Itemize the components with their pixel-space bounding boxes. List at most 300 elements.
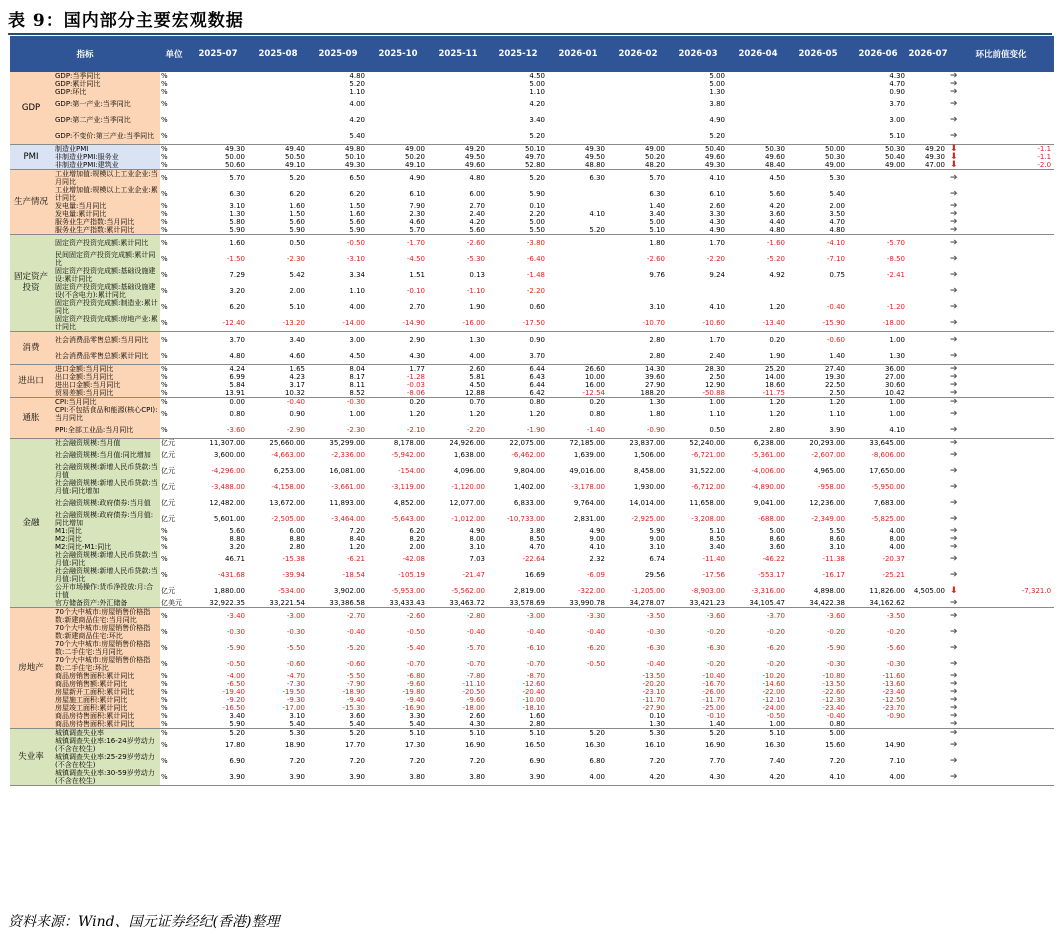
value-cell — [908, 251, 948, 267]
table-row — [10, 640, 1054, 656]
value-cell: 1.00 — [709, 398, 726, 406]
value-cell — [548, 348, 608, 365]
value-cell: 1.10 — [349, 287, 366, 295]
value-cell — [908, 624, 948, 640]
table-row — [10, 753, 1054, 769]
mom-change-value — [966, 640, 1054, 656]
value-cell: 18.60 — [764, 381, 786, 389]
unit-cell: % — [161, 210, 168, 218]
value-cell: 4.92 — [769, 271, 786, 279]
mom-change-value — [966, 299, 1054, 315]
value-cell: 50.50 — [284, 153, 306, 161]
value-cell: -21.47 — [462, 571, 486, 579]
value-cell: 6.20 — [229, 303, 246, 311]
mom-change-value — [966, 712, 1054, 720]
value-cell — [248, 88, 308, 96]
value-cell: -3.10 — [346, 255, 366, 263]
category-cell: GDP — [10, 72, 52, 145]
value-cell: -16.70 — [702, 680, 726, 688]
value-cell: 0.20 — [589, 398, 606, 406]
indicator-label: 固定资产投资完成额:房地产业:累计同比 — [52, 315, 160, 332]
value-cell: 3.10 — [469, 543, 486, 551]
value-cell: 8.17 — [349, 373, 366, 381]
right-arrow-icon: ➔ — [950, 627, 958, 637]
value-cell: 11,826.00 — [869, 587, 906, 595]
indicator-label: 贸易差额:当月同比 — [52, 389, 160, 398]
value-cell: 49.30 — [224, 145, 246, 153]
value-cell: 25,660.00 — [269, 439, 306, 447]
unit-cell: % — [161, 535, 168, 543]
value-cell — [548, 672, 608, 680]
value-cell: 3,600.00 — [213, 451, 246, 459]
value-cell — [908, 527, 948, 535]
value-cell: 3.20 — [229, 543, 246, 551]
table-row — [10, 463, 1054, 479]
value-cell: -0.40 — [346, 628, 366, 636]
value-cell: 3.30 — [409, 712, 426, 720]
value-cell: 6.30 — [229, 190, 246, 198]
right-arrow-icon: ➔ — [948, 348, 966, 365]
value-cell: 0.50 — [289, 239, 306, 247]
value-cell: 3.00 — [889, 116, 906, 124]
indicator-label: 出口金额:当月同比 — [52, 373, 160, 381]
value-cell: 4.00 — [548, 769, 608, 786]
value-cell: 36.00 — [884, 365, 906, 373]
value-cell: -3.50 — [646, 612, 666, 620]
value-cell: -46.22 — [762, 555, 786, 563]
value-cell — [848, 186, 908, 202]
value-cell: 25.20 — [764, 365, 786, 373]
mom-change-value — [966, 608, 1054, 625]
mom-change-value — [966, 769, 1054, 786]
value-cell: 8,458.00 — [633, 467, 666, 475]
value-cell: 5.20 — [349, 729, 366, 737]
mom-change-value — [966, 251, 1054, 267]
value-cell: -18.90 — [342, 688, 366, 696]
value-cell: -27.90 — [642, 704, 666, 712]
macro-data-table — [10, 36, 1063, 786]
category-cell: 通胀 — [10, 398, 52, 439]
value-cell: 22.50 — [824, 381, 846, 389]
value-cell: -0.60 — [826, 336, 846, 344]
right-arrow-icon: ➔ — [950, 173, 958, 183]
value-cell: -5.90 — [226, 644, 246, 652]
value-cell: -2.90 — [248, 422, 308, 439]
value-cell: 0.20 — [769, 336, 786, 344]
value-cell: 23,837.00 — [629, 439, 666, 447]
value-cell: 5.60 — [428, 226, 488, 235]
value-cell — [908, 96, 948, 112]
value-cell — [908, 406, 948, 422]
value-cell: -0.50 — [346, 239, 366, 247]
value-cell — [908, 439, 948, 448]
unit-cell: % — [161, 202, 168, 210]
table-row — [10, 365, 1054, 374]
value-cell: 4.20 — [529, 100, 546, 108]
value-cell: -5.60 — [886, 644, 906, 652]
value-cell: -18.54 — [342, 571, 366, 579]
value-cell: 0.20 — [409, 398, 426, 406]
value-cell: 4.30 — [709, 218, 726, 226]
value-cell — [908, 543, 948, 551]
value-cell: 17,650.00 — [869, 467, 906, 475]
unit-cell: % — [161, 303, 168, 311]
right-arrow-icon: ➔ — [950, 397, 958, 407]
value-cell: 8.80 — [229, 535, 246, 543]
mom-change-value — [966, 447, 1054, 463]
mom-change-value — [966, 226, 1054, 235]
mom-change-value — [966, 656, 1054, 672]
value-cell: -2.60 — [406, 612, 426, 620]
header-month: 2025-12 — [488, 36, 548, 72]
value-cell: 2.50 — [709, 373, 726, 381]
value-cell: 4.10 — [788, 769, 848, 786]
mom-change-value — [966, 599, 1054, 608]
value-cell: 0.75 — [829, 271, 846, 279]
value-cell: 50.30 — [764, 145, 786, 153]
mom-change-value — [966, 365, 1054, 374]
value-cell: 4.00 — [349, 100, 366, 108]
value-cell: 18.90 — [284, 741, 306, 749]
value-cell: -11.75 — [728, 389, 788, 398]
value-cell: 29.56 — [644, 571, 666, 579]
value-cell: 50.40 — [884, 153, 906, 161]
value-cell — [428, 80, 488, 88]
value-cell: 39.60 — [644, 373, 666, 381]
value-cell: 4.20 — [608, 769, 668, 786]
mom-change-value — [966, 170, 1054, 187]
value-cell: -15.90 — [788, 315, 848, 332]
value-cell: 2.20 — [529, 210, 546, 218]
right-arrow-icon: ➔ — [950, 659, 958, 669]
value-cell — [788, 88, 848, 96]
value-cell: 27.00 — [884, 373, 906, 381]
value-cell: -1.40 — [548, 422, 608, 439]
value-cell: 46.71 — [224, 555, 246, 563]
value-cell: 33,463.72 — [428, 599, 488, 608]
right-arrow-icon: ➔ — [950, 380, 958, 390]
value-cell: 5.20 — [289, 174, 306, 182]
mom-change-value — [966, 406, 1054, 422]
table-row — [10, 495, 1054, 511]
value-cell — [788, 96, 848, 112]
right-arrow-icon: ➔ — [950, 99, 958, 109]
unit-cell: 亿元 — [161, 451, 176, 459]
right-arrow-icon: ➔ — [950, 87, 958, 97]
value-cell: -3,488.00 — [211, 483, 246, 491]
value-cell — [908, 551, 948, 567]
value-cell: 50.20 — [644, 153, 666, 161]
value-cell: -6,712.00 — [691, 483, 726, 491]
value-cell: 5.20 — [668, 128, 728, 145]
value-cell: -534.00 — [277, 587, 306, 595]
unit-cell: % — [161, 255, 168, 263]
value-cell: 1.40 — [649, 202, 666, 210]
value-cell — [548, 283, 608, 299]
category-cell: 房地产 — [10, 608, 52, 729]
indicator-label: 固定资产投资完成额:基础设施建设(不含电力):累计同比 — [52, 283, 160, 299]
value-cell: -23.40 — [882, 688, 906, 696]
value-cell: 8.80 — [289, 535, 306, 543]
value-cell: 3.10 — [649, 303, 666, 311]
indicator-label: M2:同比-M1:同比 — [52, 543, 160, 551]
value-cell: 3.90 — [188, 769, 248, 786]
value-cell: 2,819.00 — [513, 587, 546, 595]
indicator-label: 商品房销售额:累计同比 — [52, 680, 160, 688]
category-cell: 进出口 — [10, 365, 52, 398]
value-cell: -7.10 — [826, 255, 846, 263]
value-cell — [668, 283, 728, 299]
value-cell: 4.24 — [229, 365, 246, 373]
value-cell: -0.10 — [706, 712, 726, 720]
value-cell — [548, 202, 608, 210]
value-cell: 7.70 — [709, 757, 726, 765]
value-cell: 5.50 — [829, 527, 846, 535]
value-cell: 50.30 — [884, 145, 906, 153]
value-cell: 0.80 — [788, 720, 848, 729]
indicator-label: 工业增加值:规模以上工业企业:累计同比 — [52, 186, 160, 202]
mom-change-value — [966, 186, 1054, 202]
right-arrow-icon: ➔ — [950, 302, 958, 312]
unit-cell: % — [161, 271, 168, 279]
value-cell — [848, 729, 908, 738]
value-cell: 22,075.00 — [509, 439, 546, 447]
value-cell: 0.70 — [469, 398, 486, 406]
right-arrow-icon: ➔ — [950, 526, 958, 536]
value-cell: -26.00 — [702, 688, 726, 696]
unit-cell: % — [161, 741, 168, 749]
value-cell: -0.70 — [406, 660, 426, 668]
value-cell — [908, 656, 948, 672]
value-cell: -154.00 — [397, 467, 426, 475]
value-cell: -2.30 — [308, 422, 368, 439]
value-cell — [908, 381, 948, 389]
header-mom-change: 环比前值变化 — [948, 36, 1054, 72]
value-cell: 1.20 — [469, 410, 486, 418]
value-cell: 5.40 — [368, 720, 428, 729]
value-cell: -0.03 — [406, 381, 426, 389]
value-cell — [608, 80, 668, 88]
value-cell — [908, 608, 948, 625]
indicator-label: M2:同比 — [52, 535, 160, 543]
value-cell: 8.04 — [349, 365, 366, 373]
value-cell: 50.00 — [224, 153, 246, 161]
value-cell — [908, 226, 948, 235]
value-cell: 2.90 — [409, 336, 426, 344]
mom-change-value — [966, 551, 1054, 567]
value-cell — [188, 128, 248, 145]
value-cell — [188, 80, 248, 88]
value-cell — [908, 348, 948, 365]
indicator-label: GDP:第二产业:当季同比 — [52, 112, 160, 128]
value-cell: 5.10 — [848, 128, 908, 145]
value-cell: 0.90 — [529, 336, 546, 344]
value-cell: -2,607.00 — [811, 451, 846, 459]
value-cell: -0.20 — [826, 628, 846, 636]
value-cell — [908, 680, 948, 688]
value-cell: 9,764.00 — [573, 499, 606, 507]
value-cell — [908, 463, 948, 479]
value-cell: 1.00 — [889, 410, 906, 418]
indicator-label: 社会融资规模:当月值 — [52, 439, 160, 448]
value-cell: 1.65 — [289, 365, 306, 373]
unit-cell: % — [160, 226, 188, 235]
value-cell: -22.00 — [762, 688, 786, 696]
table-title: 表 9：国内部分主要宏观数据 — [8, 11, 244, 31]
value-cell: 7.20 — [349, 757, 366, 765]
value-cell — [728, 128, 788, 145]
value-cell: 4.30 — [368, 348, 428, 365]
value-cell — [188, 72, 248, 80]
table-row — [10, 72, 1054, 80]
right-arrow-icon: ➔ — [950, 71, 958, 81]
value-cell: 3.00 — [349, 336, 366, 344]
table-row — [10, 447, 1054, 463]
table-row — [10, 332, 1054, 349]
value-cell: 5.20 — [709, 729, 726, 737]
header-month: 2026-06 — [848, 36, 908, 72]
value-cell: -19.50 — [282, 688, 306, 696]
value-cell: -17.00 — [282, 704, 306, 712]
value-cell — [428, 128, 488, 145]
right-arrow-icon: ➔ — [948, 315, 966, 332]
value-cell: 1.10 — [709, 410, 726, 418]
value-cell — [848, 226, 908, 235]
value-cell — [548, 96, 608, 112]
value-cell: 5.00 — [529, 80, 546, 88]
value-cell: -1,120.00 — [451, 483, 486, 491]
value-cell: 9.24 — [709, 271, 726, 279]
value-cell: -6.09 — [586, 571, 606, 579]
value-cell: -5.50 — [346, 672, 366, 680]
value-cell: -0.70 — [466, 660, 486, 668]
value-cell: 5.00 — [709, 72, 726, 80]
value-cell: -8,606.00 — [871, 451, 906, 459]
value-cell — [608, 88, 668, 96]
value-cell: 6.44 — [529, 381, 546, 389]
table-row — [10, 712, 1054, 720]
value-cell — [908, 696, 948, 704]
mom-change-value — [966, 624, 1054, 640]
value-cell: 15.60 — [824, 741, 846, 749]
value-cell: 49,016.00 — [569, 467, 606, 475]
table-row — [10, 153, 1054, 161]
value-cell — [908, 712, 948, 720]
value-cell: -8.06 — [368, 389, 428, 398]
value-cell: -6.20 — [766, 644, 786, 652]
value-cell: -12.60 — [522, 680, 546, 688]
value-cell — [788, 80, 848, 88]
mom-change-value — [966, 80, 1054, 88]
mom-change-value — [966, 527, 1054, 535]
value-cell — [908, 704, 948, 712]
value-cell: 3.80 — [368, 769, 428, 786]
value-cell — [548, 720, 608, 729]
right-arrow-icon: ➔ — [950, 740, 958, 750]
value-cell: -0.40 — [826, 303, 846, 311]
value-cell: 5.00 — [529, 218, 546, 226]
value-cell: 3.80 — [709, 100, 726, 108]
table-row — [10, 398, 1054, 407]
value-cell — [908, 128, 948, 145]
value-cell: 5.20 — [529, 174, 546, 182]
table-row — [10, 88, 1054, 96]
value-cell: -553.17 — [757, 571, 786, 579]
value-cell: 10.32 — [248, 389, 308, 398]
value-cell: 49.00 — [788, 161, 848, 170]
value-cell: 16.30 — [584, 741, 606, 749]
value-cell: 49.30 — [668, 161, 728, 170]
value-cell — [908, 753, 948, 769]
right-arrow-icon: ➔ — [950, 542, 958, 552]
value-cell — [908, 398, 948, 407]
value-cell: 31,522.00 — [689, 467, 726, 475]
value-cell: -5,361.00 — [751, 451, 786, 459]
value-cell: 9,041.00 — [753, 499, 786, 507]
mom-change-value — [966, 315, 1054, 332]
value-cell: 6.99 — [229, 373, 246, 381]
mom-change-value: -2.0 — [966, 161, 1054, 170]
value-cell: -958.00 — [817, 483, 846, 491]
value-cell: 3.70 — [488, 348, 548, 365]
indicator-label: 制造业PMI — [52, 145, 160, 154]
value-cell: -1.20 — [886, 303, 906, 311]
value-cell — [548, 186, 608, 202]
value-cell: 4.20 — [469, 218, 486, 226]
value-cell: 49.10 — [368, 161, 428, 170]
value-cell: -322.00 — [577, 587, 606, 595]
value-cell: 7.20 — [409, 757, 426, 765]
value-cell: -5.20 — [766, 255, 786, 263]
value-cell — [908, 640, 948, 656]
value-cell: 0.80 — [529, 398, 546, 406]
value-cell: 4.90 — [409, 174, 426, 182]
value-cell — [908, 479, 948, 495]
value-cell: -10.70 — [608, 315, 668, 332]
right-arrow-icon: ➔ — [950, 270, 958, 280]
value-cell: 12.90 — [704, 381, 726, 389]
value-cell — [788, 72, 848, 80]
value-cell: 5.20 — [488, 128, 548, 145]
value-cell: 2.60 — [469, 712, 486, 720]
value-cell: 4.30 — [889, 72, 906, 80]
value-cell: -15.30 — [342, 704, 366, 712]
unit-cell: % — [161, 145, 168, 153]
value-cell — [188, 112, 248, 128]
value-cell: 1.30 — [469, 336, 486, 344]
mom-change-value — [966, 729, 1054, 738]
value-cell: -11.38 — [822, 555, 846, 563]
value-cell: 1.20 — [409, 410, 426, 418]
indicator-label: 发电量:累计同比 — [52, 210, 160, 218]
indicator-label: 社会融资规模:政府债券:当月值 — [52, 495, 160, 511]
value-cell: -0.10 — [406, 287, 426, 295]
right-arrow-icon: ➔ — [950, 79, 958, 89]
mom-change-value — [966, 696, 1054, 704]
value-cell — [908, 202, 948, 210]
value-cell: 49.30 — [584, 145, 606, 153]
unit-cell: % — [161, 704, 168, 712]
value-cell: -2.60 — [646, 255, 666, 263]
value-cell: 6.30 — [649, 190, 666, 198]
mom-change-value — [966, 511, 1054, 527]
value-cell — [548, 88, 608, 96]
right-arrow-icon: ➔ — [950, 671, 958, 681]
value-cell: 5.42 — [289, 271, 306, 279]
value-cell: 1.60 — [349, 210, 366, 218]
value-cell: -0.30 — [346, 398, 366, 406]
value-cell: 2.60 — [709, 202, 726, 210]
